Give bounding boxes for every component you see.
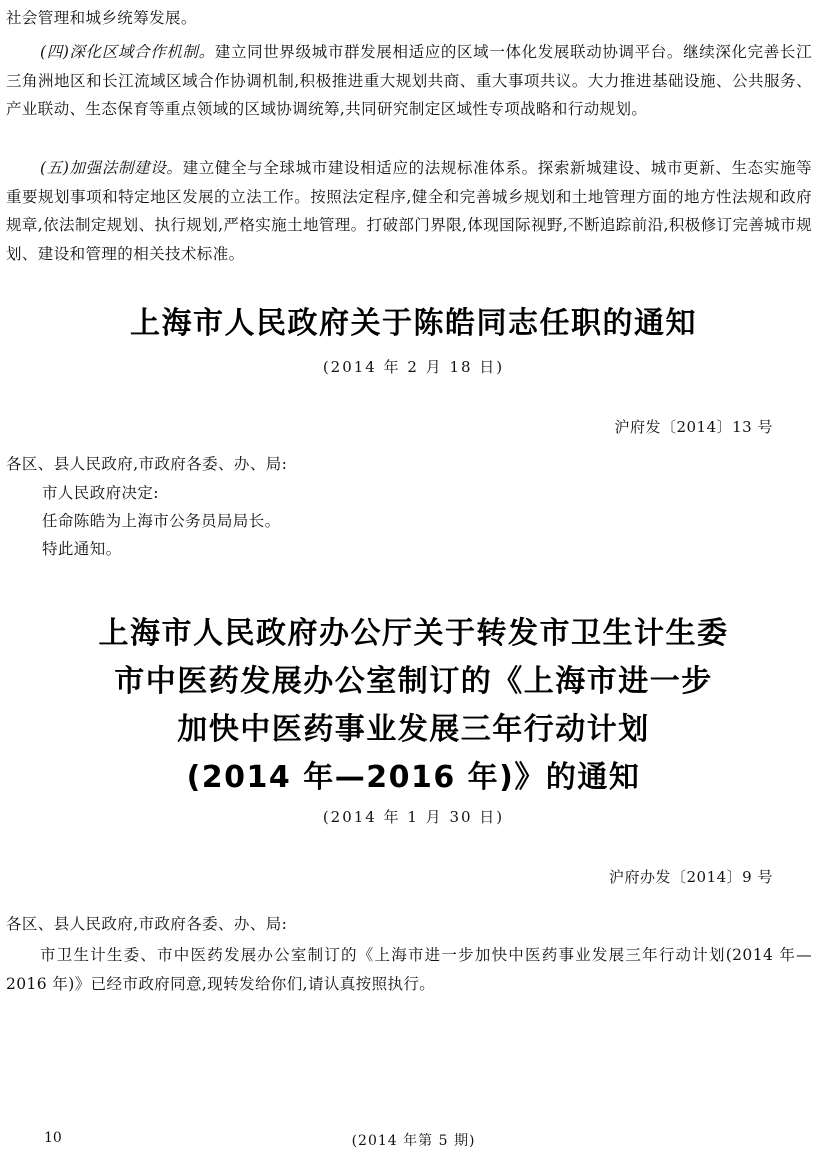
addressee: 各区、县人民政府,市政府各委、办、局: xyxy=(6,455,288,473)
document-number: 沪府办发〔2014〕9 号 xyxy=(609,868,773,886)
paragraph-legal-construction xyxy=(6,154,812,268)
page-number: 10 xyxy=(44,1130,62,1146)
paragraph-regional-cooperation xyxy=(6,38,812,124)
document-number: 沪府发〔2014〕13 号 xyxy=(614,418,773,436)
notice-title-line: (2014 年—2016 年)》的通知 xyxy=(186,760,641,795)
notice-title-line: 上海市人民政府办公厅关于转发市卫生计生委 xyxy=(98,616,729,651)
notice-date: (2014 年 1 月 30 日) xyxy=(322,808,505,826)
notice-title-line: 加快中医药事业发展三年行动计划 xyxy=(177,712,650,747)
paragraph-body: 建立健全与全球城市建设相适应的法规标准体系。探索新城建设、城市更新、生态实施等重要规划事项和特定地区发展的立法工作。按照法定程序,健全和完善城乡规划和土地管理方面的地方性法规和政府规章,依法制定规划、执行规划,严格实施土地管理。打破部门界限,体现国际视野,不断追踪前沿,积极修订完善城市规划、建设和管理的相关技术标准。 xyxy=(6,159,812,263)
paragraph-heading: (五)加强法制建设。 xyxy=(40,159,183,177)
notice-title: 上海市人民政府关于陈皓同志任职的通知 xyxy=(130,306,697,341)
notice-title-line: 市中医药发展办公室制订的《上海市进一步 xyxy=(114,664,713,699)
notice-body-line: 任命陈皓为上海市公务员局局长。 xyxy=(42,512,281,530)
addressee: 各区、县人民政府,市政府各委、办、局: xyxy=(6,915,288,933)
paragraph-body: 建立同世界级城市群发展相适应的区域一体化发展联动协调平台。继续深化完善长江三角洲地区和长江流域区域合作协调机制,积极推进重大规划共商、重大事项共议。大力推进基础设施、公共服务、产业联动、生态保育等重点领域的区域协调统筹,共同研究制定区域性专项战略和行动规划。 xyxy=(6,43,812,118)
issue-label: (2014 年第 5 期) xyxy=(351,1133,476,1149)
notice-closing: 特此通知。 xyxy=(42,540,122,558)
notice-body: 市卫生计生委、市中医药发展办公室制订的《上海市进一步加快中医药事业发展三年行动计划(2014 年—2016 年)》已经市政府同意,现转发给你们,请认真按照执行。 xyxy=(6,946,812,993)
notice-body-line: 市人民政府决定: xyxy=(42,484,159,502)
notice-date: (2014 年 2 月 18 日) xyxy=(322,358,505,376)
paragraph-heading: (四)深化区域合作机制。 xyxy=(40,43,215,61)
continued-paragraph: 社会管理和城乡统筹发展。 xyxy=(6,9,197,27)
